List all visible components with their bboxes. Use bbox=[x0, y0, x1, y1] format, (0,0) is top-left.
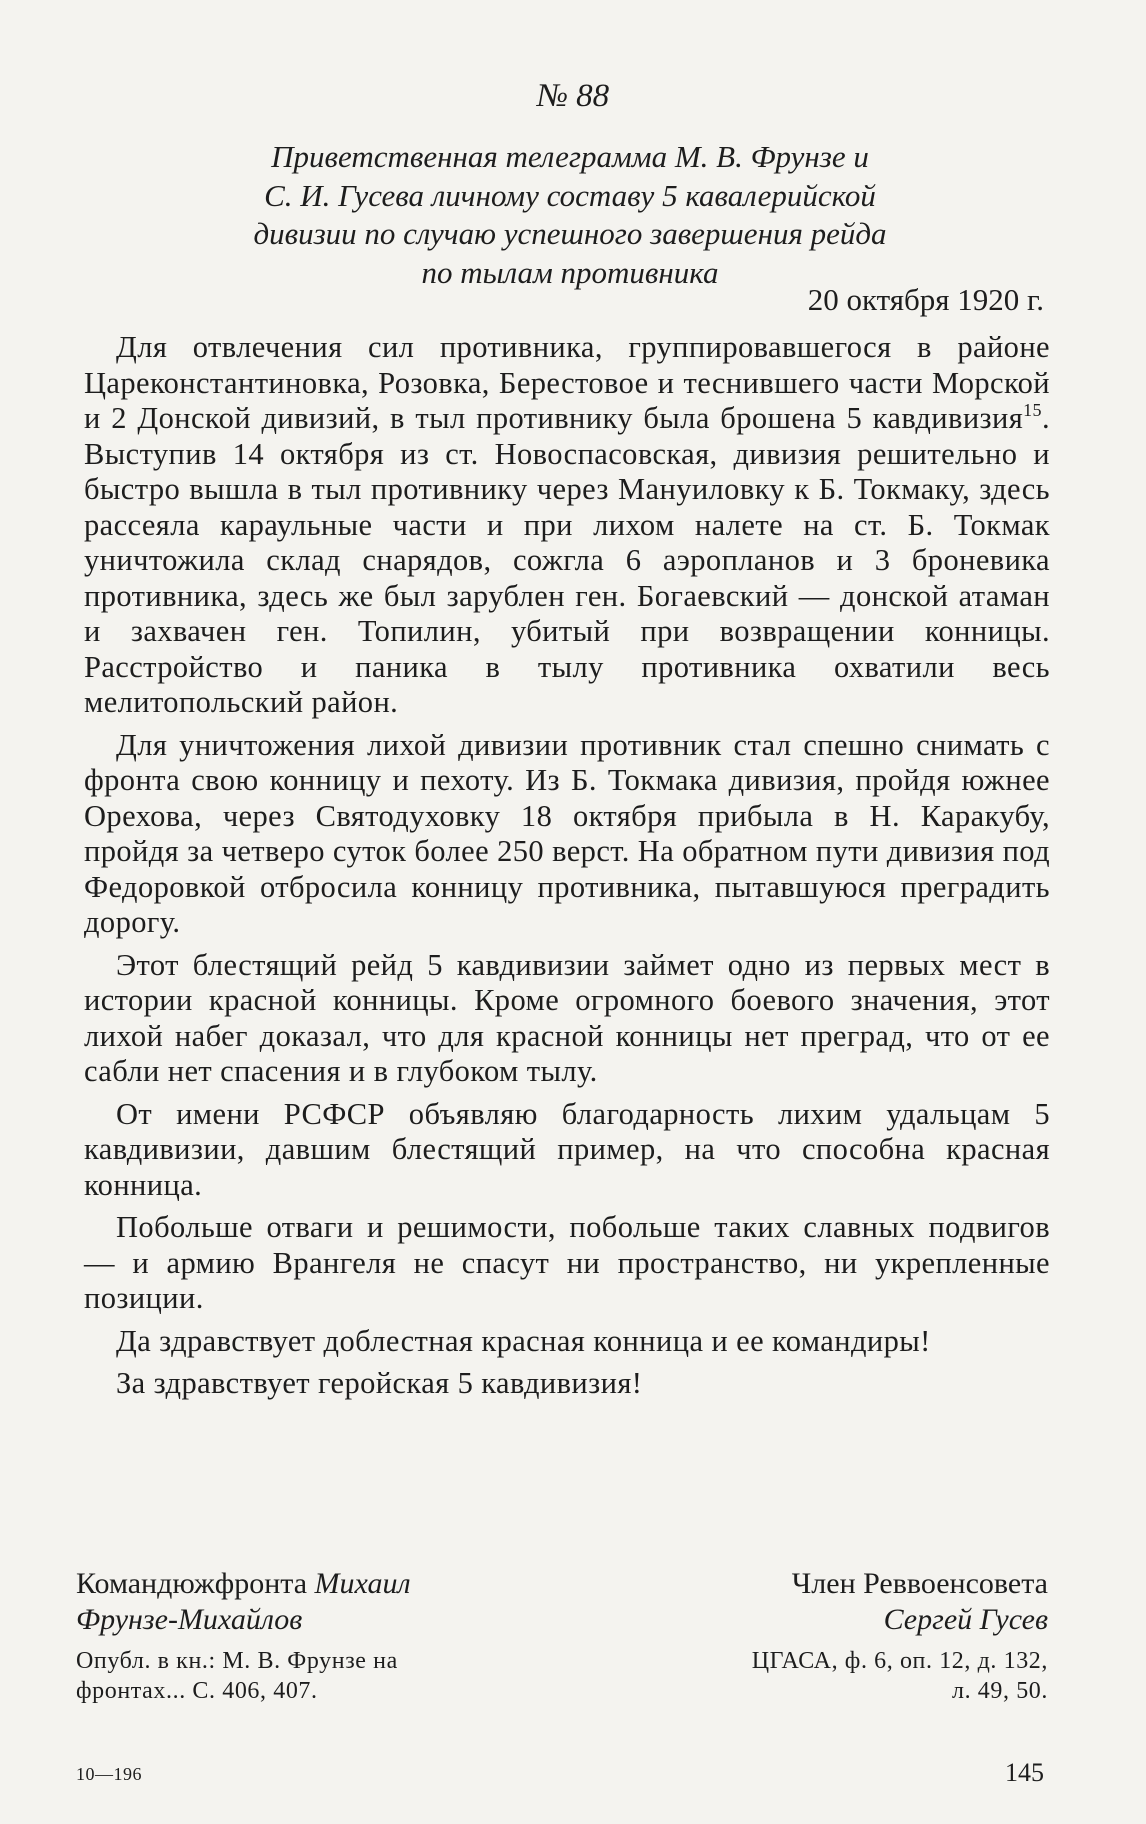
paragraph-1 bbox=[84, 330, 1050, 721]
paragraph-2: Для уничтожения лихой дивизии противник стал спешно снимать с фронта свою конницу и пехоту. Из Б. Токмака дивизия, пройдя южнее Орехова, через Святодуховку 18 октября прибыла в Н. Каракубу, пройдя за четверо суток более 250 верст. На обратном пути дивизия под Федоровкой отбросила конницу противника, пытавшуюся преградить дорогу. bbox=[84, 727, 1050, 939]
document-number: № 88 bbox=[536, 78, 610, 114]
source-line: Опубл. в кн.: М. В. Фрунзе на bbox=[76, 1648, 398, 1674]
signer-first-name: Михаил bbox=[314, 1567, 411, 1600]
paragraph-4: От имени РСФСР объявляю благодарность лихим удальцам 5 кавдивизии, давшим блестящий пример, на что способна красная конница. bbox=[84, 1096, 1050, 1202]
document-title bbox=[130, 138, 1010, 292]
paragraph-1-text-a: Для отвлечения сил противника, группировавшегося в районе Цареконстантиновка, Розовка, Берестовое и теснившего части Морской и 2 Донской дивизий, в тыл противнику была брошена 5 кавдивизия bbox=[84, 330, 1050, 435]
telegram-body bbox=[84, 330, 1050, 1409]
page-number: 145 bbox=[1005, 1758, 1044, 1787]
title-line: дивизии по случаю успешного завершения рейда bbox=[253, 216, 887, 251]
signature-left bbox=[76, 1566, 576, 1706]
signer-line bbox=[76, 1566, 576, 1602]
signer-role: Командюжфронта bbox=[76, 1567, 308, 1600]
source-line: л. 49, 50. bbox=[952, 1678, 1048, 1704]
signer-name: Фрунзе-Михайлов bbox=[76, 1603, 303, 1636]
publication-source bbox=[76, 1646, 576, 1706]
document-date: 20 октября 1920 г. bbox=[807, 282, 1044, 317]
title-line: Приветственная телеграмма М. В. Фрунзе и bbox=[271, 139, 869, 174]
title-line: по тылам противника bbox=[421, 254, 719, 290]
paragraph-3: Этот блестящий рейд 5 кавдивизии займет одно из первых мест в истории красной конницы. Кроме огромного боевого значения, этот лихой набег доказал, что для красной конницы нет преград, что от ее сабли нет спасения и в глубоком тылу. bbox=[84, 947, 1050, 1088]
footnote-ref: 15 bbox=[1023, 400, 1042, 420]
signer-role: Член Реввоенсовета bbox=[791, 1567, 1048, 1600]
printer-signature-mark: 10—196 bbox=[76, 1764, 142, 1784]
paragraph-5: Побольше отваги и решимости, побольше таких славных подвигов — и армию Врангеля не спасут ни пространство, ни укрепленные позиции. bbox=[84, 1210, 1050, 1315]
paragraph-7: За здравствует геройская 5 кавдивизия! bbox=[116, 1366, 643, 1400]
archive-source bbox=[548, 1646, 1048, 1706]
source-line: ЦГАСА, ф. 6, оп. 12, д. 132, bbox=[751, 1648, 1048, 1674]
title-line: С. И. Гусева личному составу 5 кавалерийской bbox=[264, 177, 876, 213]
source-line: фронтах... С. 406, 407. bbox=[76, 1678, 318, 1704]
paragraph-6: Да здравствует доблестная красная конница и ее командиры! bbox=[116, 1323, 931, 1358]
paragraph-1-text-b: . Выступив 14 октября из ст. Новоспасовская, дивизия решительно и быстро вышла в тыл противнику через Мануиловку к Б. Токмаку, здесь рассеяла караульные части и при лихом налете на ст. Б. Токмак уничтожила склад снарядов, сожгла 6 аэропланов и 3 броневика противника, здесь же был зарублен ген. Богаевский — донской атаман и захвачен ген. Топилин, убитый при возвращении конницы. Расстройство и паника в тылу противника охватили весь мелитопольский район. bbox=[84, 401, 1050, 719]
signer-name: Сергей Гусев bbox=[883, 1603, 1048, 1636]
signature-right bbox=[548, 1566, 1048, 1706]
